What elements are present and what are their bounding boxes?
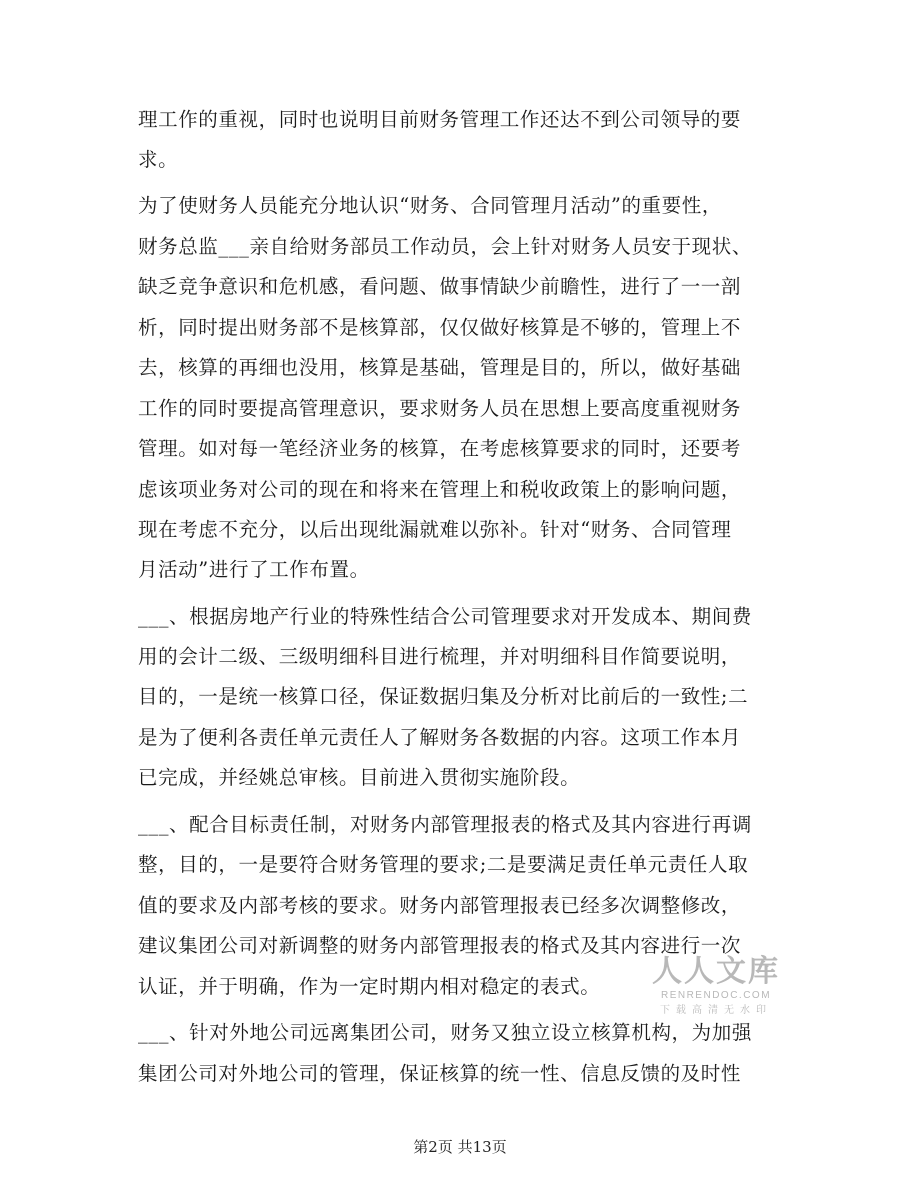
text-line: 理工作的重视，同时也说明目前财务管理工作还达不到公司领导的要 [138,108,742,131]
watermark-url: RENRENDOC.COM [660,990,772,1001]
text-line: 集团公司对外地公司的管理，保证核算的统一性、信息反馈的及时性 [138,1062,742,1085]
watermark-title: 人人文库 [652,955,780,988]
watermark-subtitle: 下载高清无水印 [660,1005,772,1016]
text-line: 工作的同时要提高管理意识，要求财务人员在思想上要高度重视财务 [138,397,742,420]
text-line: 管理。如对每一笔经济业务的核算，在考虑核算要求的同时，还要考 [138,437,742,460]
text-line: 求。 [138,148,179,171]
text-line: 目的，一是统一核算口径，保证数据归集及分析对比前后的一致性;二 [138,685,749,708]
text-line: 建议集团公司对新调整的财务内部管理报表的格式及其内容进行一次 [138,934,742,957]
text-line: 值的要求及内部考核的要求。财务内部管理报表已经多次调整修改， [138,894,742,917]
page-number: 第2页 共13页 [413,1138,507,1156]
watermark-logo [646,955,786,1019]
text-line: 虑该项业务对公司的现在和将来在管理上和税收政策上的影响问题， [138,478,742,501]
text-line: 财务总监___亲自给财务部员工作动员，会上针对财务人员安于现状、 [138,235,752,258]
text-line: 现在考虑不充分，以后出现纰漏就难以弥补。针对“财务、合同管理 [138,518,732,541]
text-line: ___、根据房地产行业的特殊性结合公司管理要求对开发成本、期间费 [138,605,752,628]
text-line: ___、针对外地公司远离集团公司，财务又独立设立核算机构，为加强 [138,1021,752,1044]
text-line: 用的会计二级、三级明细科目进行梳理，并对明细科目作简要说明， [138,645,742,668]
text-line: 整，目的，一是要符合财务管理的要求;二是要满足责任单元责任人取 [138,853,749,876]
text-line: 析，同时提出财务部不是核算部，仅仅做好核算是不够的，管理上不 [138,316,742,339]
text-line: 为了使财务人员能充分地认识“财务、合同管理月活动”的重要性， [138,194,722,217]
text-line: 缺乏竞争意识和危机感，看问题、做事情缺少前瞻性，进行了一一剖 [138,275,742,298]
text-line: ___、配合目标责任制，对财务内部管理报表的格式及其内容进行再调 [138,813,752,836]
text-line: 已完成，并经姚总审核。目前进入贯彻实施阶段。 [138,766,581,789]
text-line: 认证，并于明确，作为一定时期内相对稳定的表式。 [138,975,601,998]
text-line: 月活动”进行了工作布置。 [138,558,370,581]
text-line: 是为了便利各责任单元责任人了解财务各数据的内容。这项工作本月 [138,726,742,749]
text-line: 去，核算的再细也没用，核算是基础，管理是目的，所以，做好基础 [138,356,742,379]
